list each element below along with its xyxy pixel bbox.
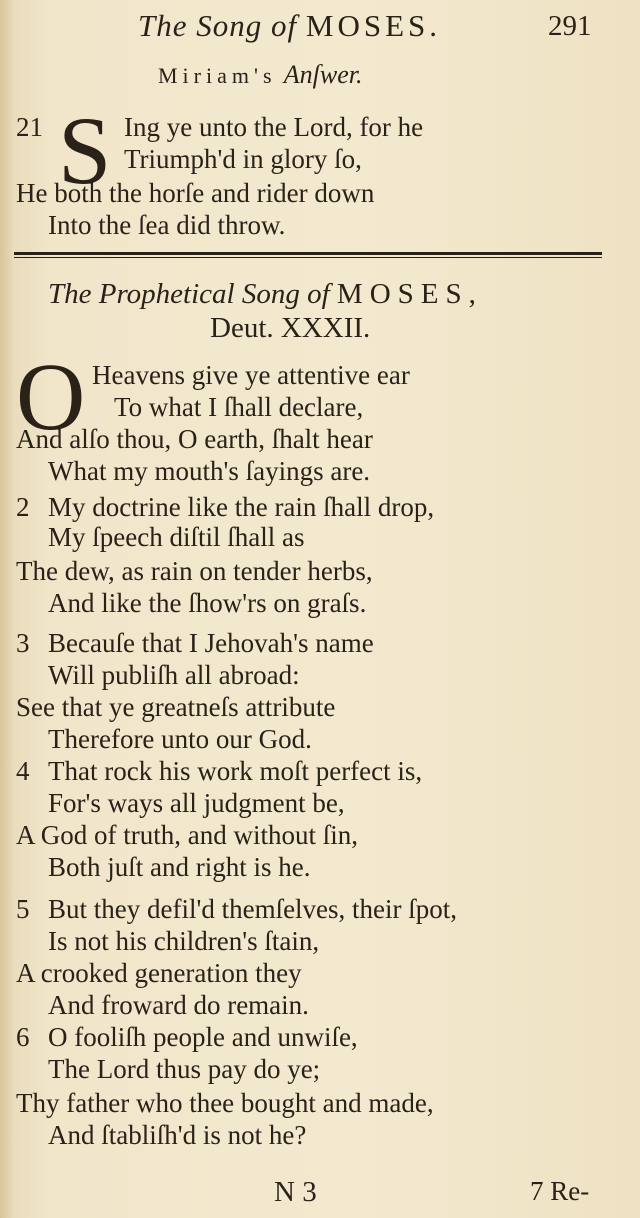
verse-number: 3 (16, 628, 30, 658)
section-title (48, 278, 483, 311)
running-title-caps: MOSES. (305, 8, 441, 43)
verse-line: And like the ſhow'rs on graſs. (48, 588, 367, 618)
verse-line: And alſo thou, O earth, ſhalt hear (16, 424, 373, 454)
verse-line: Therefore unto our God. (48, 724, 312, 754)
verse-line: And ſtabliſh'd is not he? (48, 1120, 307, 1150)
verse-line: Into the ſea did throw. (48, 210, 286, 240)
verse-line: And froward do remain. (48, 990, 309, 1020)
running-title-italic: The Song of (138, 8, 298, 43)
verse-line: My doctrine like the rain ſhall drop, (48, 492, 435, 522)
verse-line: Heavens give ye attentive ear (92, 360, 410, 390)
verse-number: 4 (16, 756, 30, 786)
heading-caps: Miriam's (158, 63, 277, 88)
verse-line: A crooked generation they (16, 958, 302, 988)
verse-line: Triumph'd in glory ſo, (124, 144, 362, 174)
verse-number: 5 (16, 894, 30, 924)
signature-mark: N 3 (274, 1176, 317, 1208)
verse-line: But they defil'd themſelves, their ſpot, (48, 894, 458, 924)
drop-cap: O (16, 343, 86, 450)
verse-line: Becauſe that I Jehovah's name (48, 628, 374, 658)
heading-italic: Anſwer. (283, 60, 363, 89)
catchword: 7 Re- (530, 1176, 590, 1206)
verse-line: That rock his work moſt perfect is, (48, 756, 423, 786)
gutter-stain (0, 0, 14, 1218)
verse-line: Will publiſh all abroad: (48, 660, 300, 690)
verse-line: Ing ye unto the Lord, for he (124, 112, 424, 142)
verse-line: My ſpeech diſtil ſhall as (48, 522, 305, 552)
verse-line: To what I ſhall declare, (114, 392, 364, 422)
verse-line: The Lord thus pay do ye; (48, 1054, 321, 1084)
verse-line: Is not his children's ſtain, (48, 926, 320, 956)
verse-line: What my mouth's ſayings are. (48, 456, 371, 486)
running-header (0, 8, 640, 48)
verse-line: A God of truth, and without ſin, (16, 820, 358, 850)
page-number: 291 (548, 10, 592, 42)
section-subtitle: Deut. XXXII. (210, 312, 371, 344)
verse-number: 21 (16, 112, 43, 142)
verse-line: For's ways all judgment be, (48, 788, 345, 818)
section-heading-miriam (158, 60, 363, 90)
verse-line: O fooliſh people and unwiſe, (48, 1022, 358, 1052)
drop-cap: S (58, 97, 112, 204)
running-title (138, 8, 441, 44)
verse-line: He both the horſe and rider down (16, 178, 375, 208)
verse-number: 6 (16, 1022, 30, 1052)
section-title-italic: The Prophetical Song of (48, 278, 330, 310)
section-title-caps: MOSES, (336, 278, 483, 310)
verse-line: See that ye greatneſs attribute (16, 692, 336, 722)
verse-line: Thy father who thee bought and made, (16, 1088, 434, 1118)
verse-number: 2 (16, 492, 30, 522)
verse-line: The dew, as rain on tender herbs, (16, 556, 373, 586)
section-divider (14, 252, 602, 258)
verse-line: Both juſt and right is he. (48, 852, 311, 882)
